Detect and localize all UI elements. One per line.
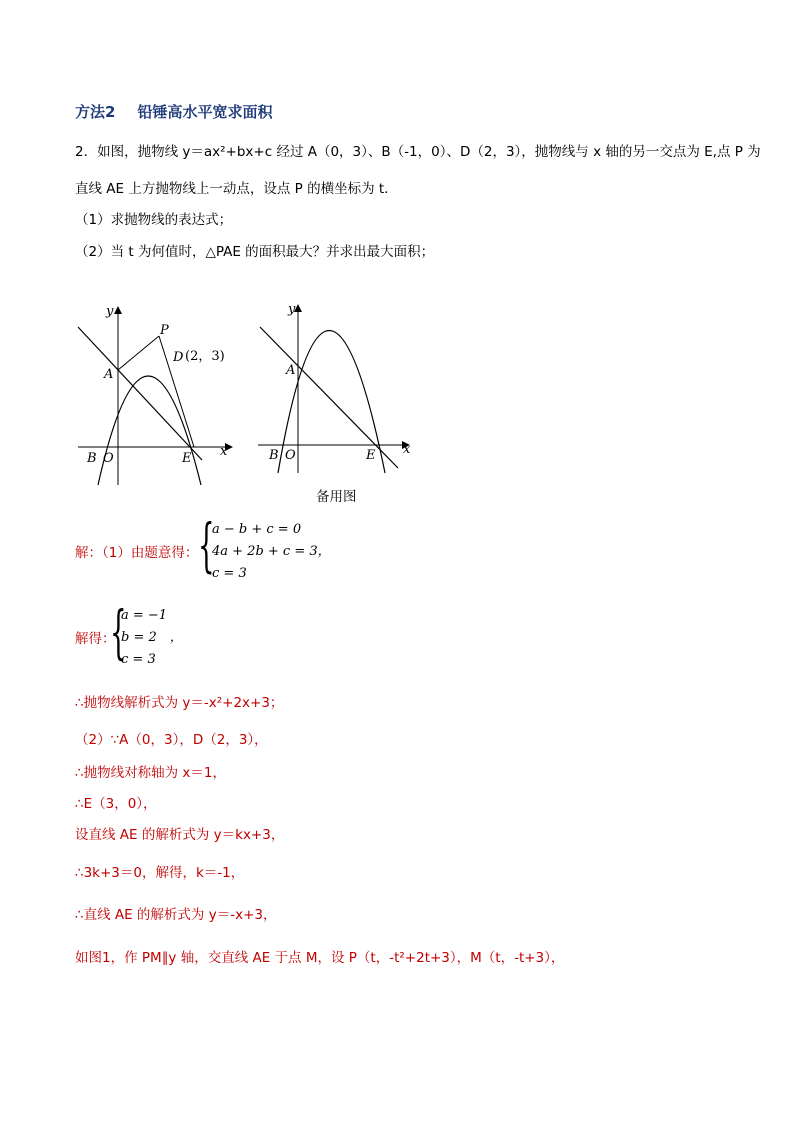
method-label: 方法2 (75, 103, 116, 121)
question-1: （1）求抛物线的表达式； (75, 212, 233, 228)
solution-line: 设直线 AE 的解析式为 y＝kx+3， (75, 827, 285, 843)
line-ae (260, 327, 398, 468)
label-b: B (269, 448, 279, 463)
problem-line-2: 直线 AE 上方抛物线上一动点，设点 P 的横坐标为 t． (75, 181, 398, 197)
solution-line: ∴抛物线解析式为 y＝-x²+2x+3； (75, 695, 284, 711)
brace-2: { (110, 598, 127, 666)
problem-line-1: 2．如图，抛物线 y＝ax²+bx+c 经过 A（0，3）、B（-1，0）、D（2，3），抛物线与 x 轴的另一交点为 E,点 P 为 (75, 144, 761, 160)
label-o: O (103, 451, 114, 466)
figure-2-caption: 备用图 (316, 489, 357, 505)
solution-line: ∴直线 AE 的解析式为 y＝-x+3， (75, 907, 277, 923)
label-b: B (87, 451, 97, 466)
figure-1 (70, 300, 240, 490)
system-1-eq-1: a − b + c = 0 (212, 522, 302, 537)
parabola (98, 376, 201, 485)
label-a: A (104, 367, 114, 382)
solution-line: ∴抛物线对称轴为 x＝1， (75, 765, 226, 781)
label-e: E (366, 448, 376, 463)
label-a: A (286, 363, 296, 378)
solution-intro: 解：（1）由题意得： (75, 545, 199, 561)
system-2-eq-3: c = 3 (121, 652, 156, 667)
system-1 (212, 519, 331, 585)
system-2-eq-1: a = −1 (121, 608, 168, 623)
label-o: O (285, 448, 296, 463)
label-y: y (106, 304, 114, 319)
solution-line: 如图1，作 PM∥y 轴，交直线 AE 于点 M，设 P（t，-t²+2t+3），M（t，-t+3）， (75, 950, 565, 966)
label-y: y (288, 302, 296, 317)
system-1-eq-3: c = 3 (212, 566, 247, 581)
solution-line: ∴E（3，0）， (75, 796, 157, 812)
figure-2 (250, 298, 420, 488)
system-2 (121, 605, 183, 671)
solved-label: 解得： (75, 631, 116, 647)
label-e: E (182, 451, 192, 466)
label-d: D (173, 350, 184, 365)
solution-line: （2）∵A（0，3），D（2，3）， (75, 732, 268, 748)
section-heading (75, 101, 272, 122)
label-x: x (220, 444, 228, 459)
label-x: x (403, 442, 411, 457)
label-d-coord: (2，3) (185, 349, 225, 364)
system-1-eq-2: 4a + 2b + c = 3， (212, 544, 331, 559)
label-p: P (160, 323, 169, 338)
segment-pa (118, 336, 159, 370)
question-2: （2）当 t 为何值时，△PAE 的面积最大？并求出最大面积； (75, 244, 435, 260)
brace-1: { (198, 511, 215, 579)
y-axis-arrow (114, 306, 122, 314)
line-ae (78, 327, 202, 460)
solution-line: ∴3k+3＝0，解得，k＝-1， (75, 865, 245, 881)
method-title: 铅锤高水平宽求面积 (137, 103, 273, 121)
system-2-eq-2: b = 2 ， (121, 630, 183, 645)
